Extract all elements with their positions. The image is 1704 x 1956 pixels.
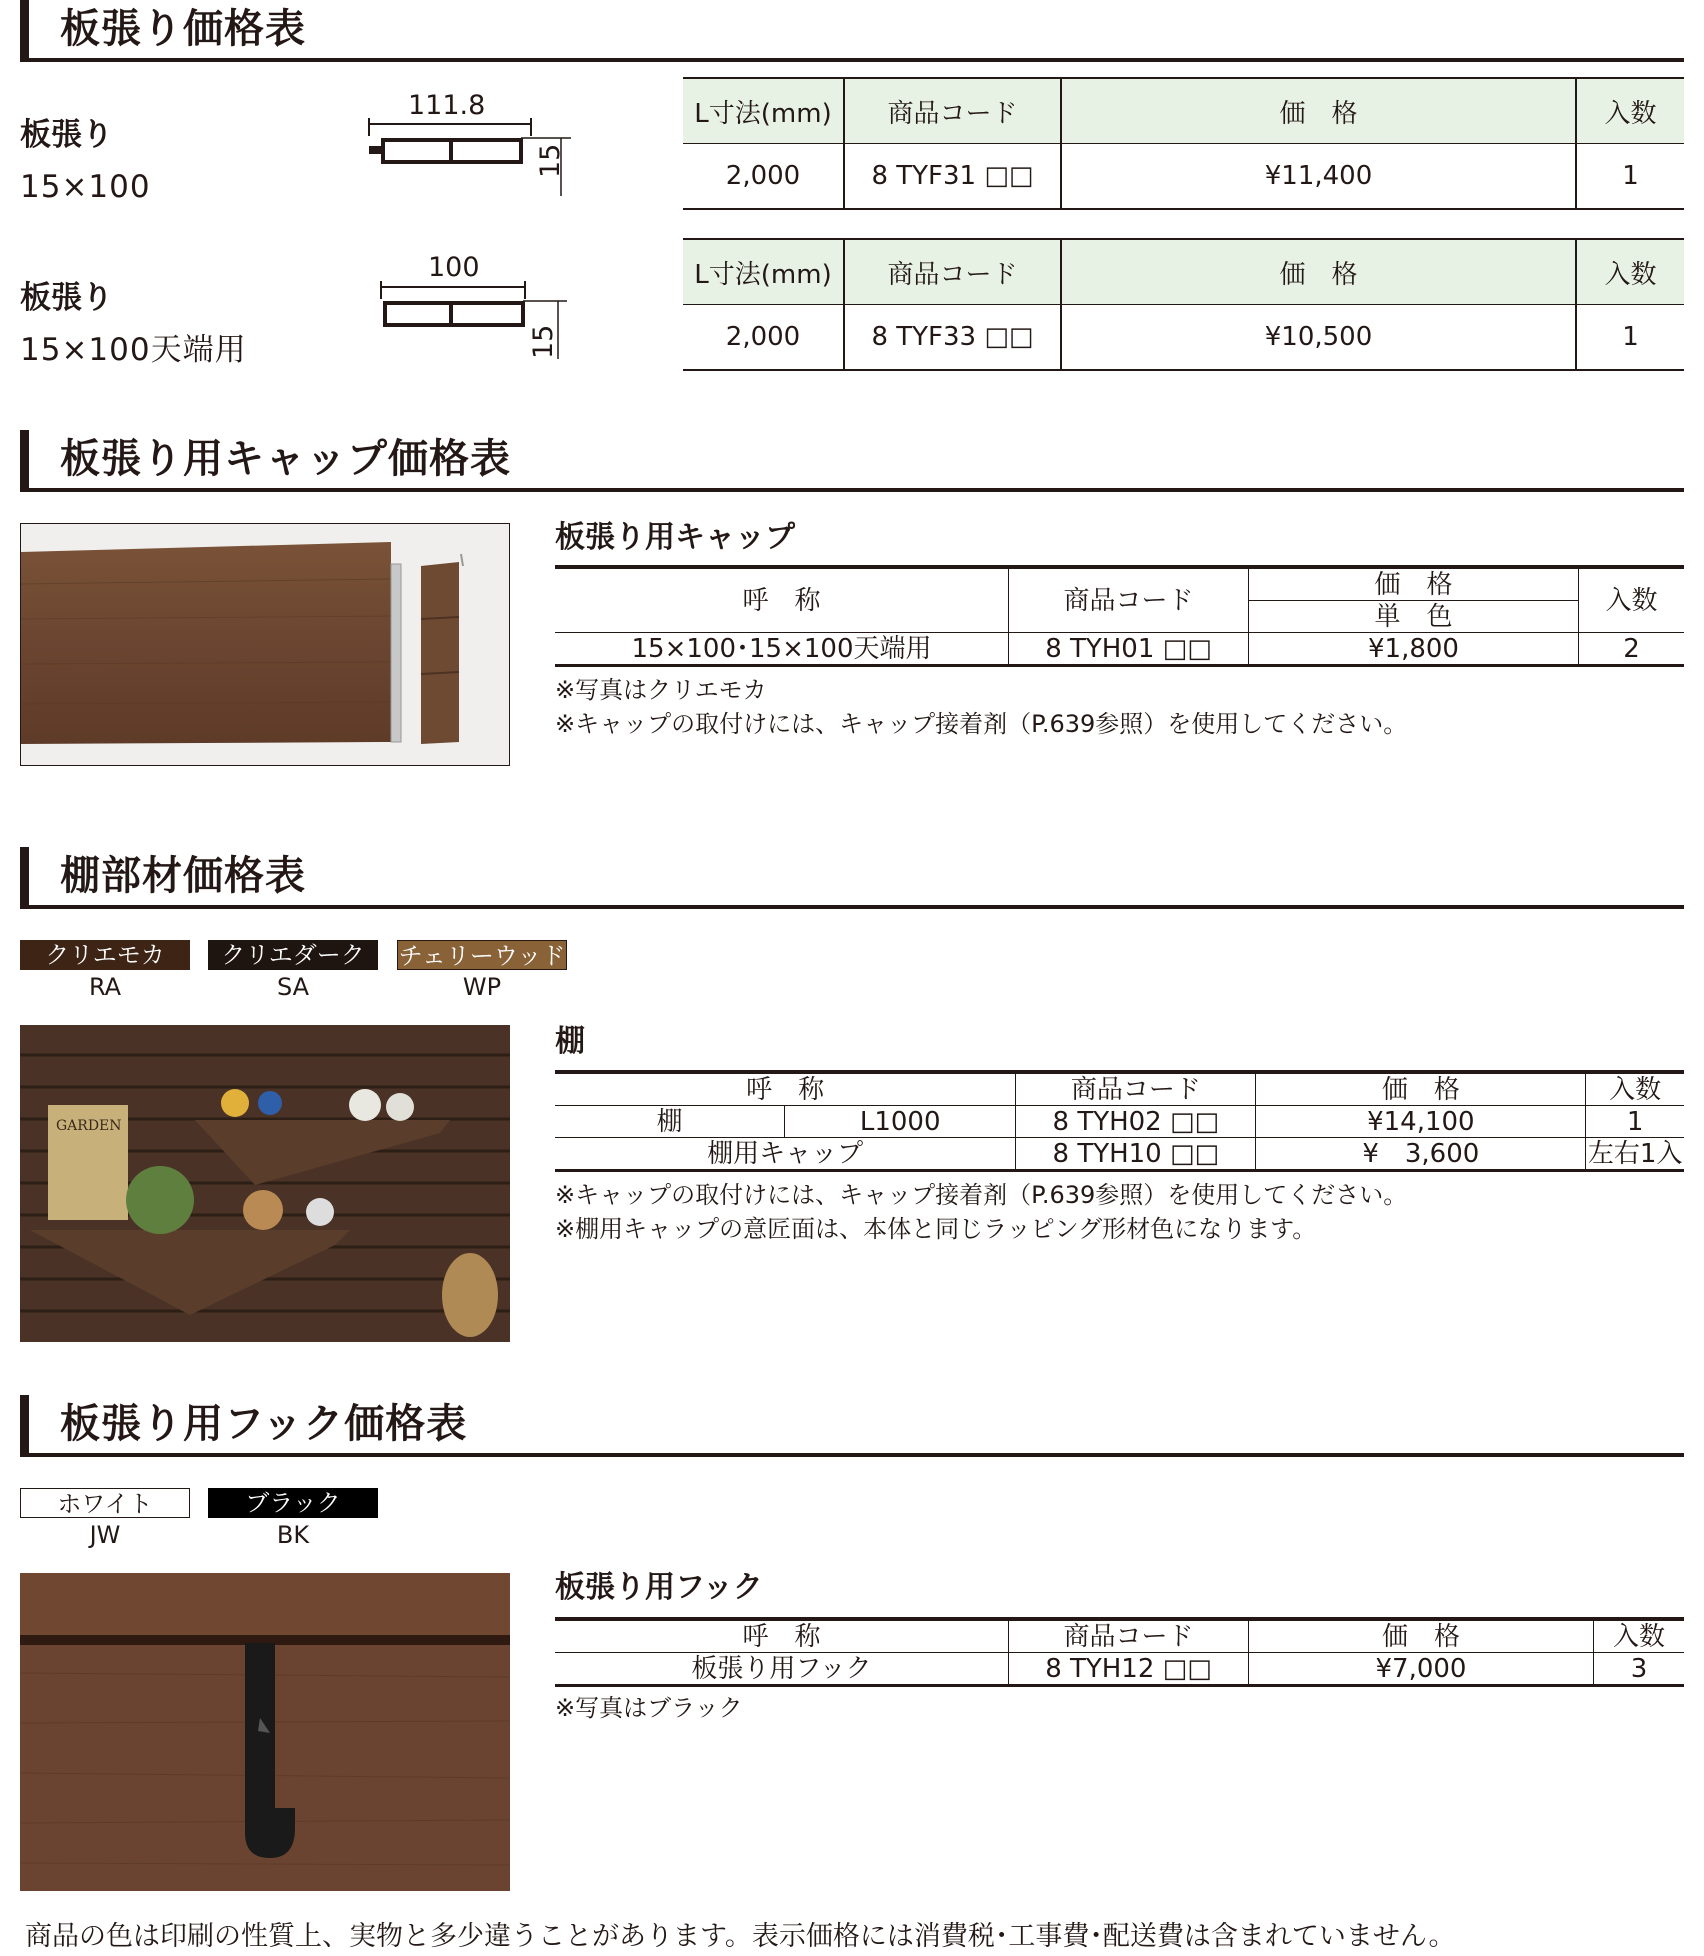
product-name: 板張り <box>20 280 113 316</box>
color-swatch-wp: チェリーウッド <box>398 942 566 970</box>
col-code: 商品コード <box>1016 1072 1256 1106</box>
dimension-height: 15 <box>535 143 566 178</box>
section-header-cap-price <box>20 430 1684 492</box>
cell-name: 棚 <box>555 1106 785 1138</box>
note: ※キャップの取付けには、キャップ接着剤（P.639参照）を使用してください。 <box>555 1181 1408 1209</box>
col-name: 呼 称 <box>555 1072 1016 1106</box>
col-price: 価 格 <box>1256 1072 1586 1106</box>
col-price: 価 格 <box>1061 239 1576 305</box>
table-title: 棚 <box>555 1024 585 1059</box>
section-header-panel-price <box>20 0 1684 62</box>
section-header-shelf-price <box>20 847 1684 909</box>
table-title: 板張り用フック <box>555 1570 763 1605</box>
table-row <box>683 144 1684 210</box>
col-code: 商品コード <box>1009 1619 1249 1653</box>
cell-price: ¥14,100 <box>1256 1106 1586 1138</box>
cell-price: ¥1,800 <box>1249 633 1579 666</box>
col-code: 商品コード <box>844 239 1061 305</box>
cell-name: 板張り用フック <box>555 1653 1009 1686</box>
col-qty: 入数 <box>1576 78 1684 144</box>
shelf-photo <box>20 1025 510 1342</box>
cap-photo <box>20 523 510 766</box>
dimension-width: 100 <box>428 252 480 283</box>
cell-qty: 左右1入 <box>1586 1138 1684 1171</box>
cell-code: 8 TYH02 □□ <box>1016 1106 1256 1138</box>
shelf-photo-illustration <box>20 1025 510 1342</box>
cell-qty: 2 <box>1579 633 1685 666</box>
price-table <box>555 565 1684 667</box>
section-marker <box>20 847 29 905</box>
col-length: L寸法(mm) <box>683 239 844 305</box>
cell-qty: 1 <box>1576 144 1684 210</box>
color-code: BK <box>276 1521 310 1549</box>
cell-code: 8 TYF33 □□ <box>844 305 1061 371</box>
garden-sign-text: GARDEN <box>56 1118 122 1134</box>
price-table <box>683 77 1684 210</box>
table-row <box>683 305 1684 371</box>
table-title: 板張り用キャップ <box>555 520 795 555</box>
color-code: JW <box>89 1521 121 1549</box>
note: ※棚用キャップの意匠面は、本体と同じラッピング形材色になります。 <box>555 1215 1317 1243</box>
price-table <box>555 1070 1684 1172</box>
product-size: 15×100 <box>20 169 151 205</box>
section-marker <box>20 430 29 488</box>
col-name: 呼 称 <box>555 1619 1009 1653</box>
section-marker <box>20 1395 29 1453</box>
col-code: 商品コード <box>844 78 1061 144</box>
color-swatch-sa: クリエダーク <box>208 940 378 970</box>
price-table <box>555 1617 1684 1687</box>
section-marker <box>20 0 29 58</box>
color-swatch-bk: ブラック <box>208 1488 378 1518</box>
note: ※写真はブラック <box>555 1694 743 1722</box>
col-qty: 入数 <box>1576 239 1684 305</box>
cell-code: 8 TYF31 □□ <box>844 144 1061 210</box>
cell-length: 2,000 <box>725 161 801 191</box>
cell-code: 8 TYH10 □□ <box>1016 1138 1256 1171</box>
cell-code: 8 TYH12 □□ <box>1009 1653 1249 1686</box>
cell-size: L1000 <box>785 1106 1016 1138</box>
table-row <box>555 633 1684 666</box>
dimension-height: 15 <box>528 324 559 359</box>
col-price: 価 格 <box>1249 1619 1594 1653</box>
col-price-single: 単 色 <box>1249 601 1579 633</box>
product-size: 15×100天端用 <box>20 332 247 368</box>
col-qty: 入数 <box>1586 1072 1684 1106</box>
footer-disclaimer: 商品の色は印刷の性質上、実物と多少違うことがあります。表示価格には消費税･工事費･配送費は含まれていません。 <box>25 1921 1456 1952</box>
cell-length: 2,000 <box>725 322 801 352</box>
cell-name: 15×100･15×100天端用 <box>555 633 1009 666</box>
cell-qty: 3 <box>1594 1653 1685 1686</box>
section-title: 棚部材価格表 <box>60 853 306 899</box>
price-table <box>683 238 1684 371</box>
color-swatch-ra: クリエモカ <box>20 940 190 970</box>
section-title: 板張り用フック価格表 <box>60 1401 468 1447</box>
section-title: 板張り価格表 <box>60 6 306 52</box>
cell-qty: 1 <box>1576 305 1684 371</box>
cell-price: ¥ 3,600 <box>1256 1138 1586 1171</box>
cell-price: ¥7,000 <box>1249 1653 1594 1686</box>
dimension-width: 111.8 <box>408 90 486 121</box>
col-qty: 入数 <box>1594 1619 1685 1653</box>
color-code: SA <box>276 973 310 1001</box>
product-name: 板張り <box>20 117 113 153</box>
color-code: WP <box>462 973 502 1001</box>
col-name: 呼 称 <box>555 567 1009 633</box>
col-price: 価 格 <box>1249 567 1579 601</box>
note: ※キャップの取付けには、キャップ接着剤（P.639参照）を使用してください。 <box>555 710 1408 738</box>
hook-photo-illustration <box>20 1573 510 1891</box>
hook-photo <box>20 1573 510 1891</box>
col-price: 価 格 <box>1061 78 1576 144</box>
cell-name: 棚用キャップ <box>555 1138 1016 1171</box>
cell-price: ¥11,400 <box>1061 144 1576 210</box>
color-code: RA <box>88 973 122 1001</box>
cap-photo-illustration <box>21 524 510 766</box>
note: ※写真はクリエモカ <box>555 676 767 704</box>
section-title: 板張り用キャップ価格表 <box>60 436 511 482</box>
cell-code: 8 TYH01 □□ <box>1009 633 1249 666</box>
table-row <box>555 1138 1684 1171</box>
table-row <box>555 1106 1684 1138</box>
cell-qty: 1 <box>1586 1106 1684 1138</box>
col-length: L寸法(mm) <box>683 78 844 144</box>
cell-price: ¥10,500 <box>1061 305 1576 371</box>
section-header-hook-price <box>20 1395 1684 1457</box>
table-row <box>555 1653 1684 1686</box>
col-code: 商品コード <box>1009 567 1249 633</box>
col-qty: 入数 <box>1579 567 1685 633</box>
color-swatch-jw: ホワイト <box>20 1488 190 1518</box>
